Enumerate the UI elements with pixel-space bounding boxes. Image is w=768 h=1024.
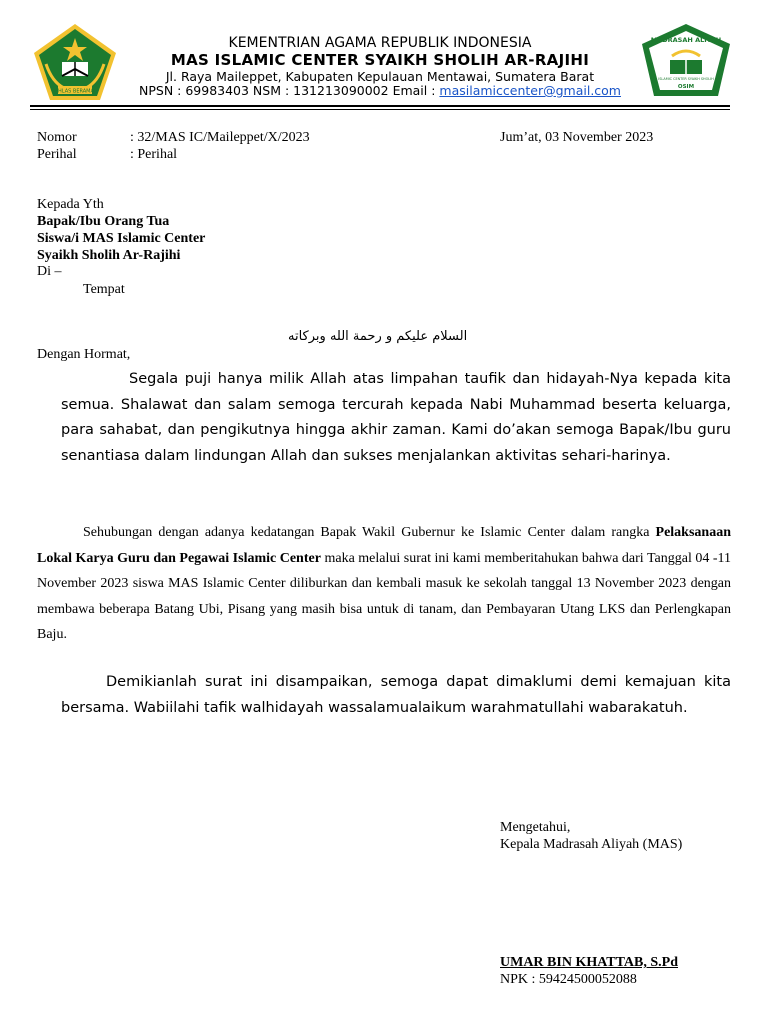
recipient-line-1: Bapak/Ibu Orang Tua [37,214,170,229]
paragraph-main-end: maka melalui surat ini kami memberitahukan bahwa dari Tanggal 04 -11 November 2023 siswa MAS Islamic Center diliburkan dan kembali masuk ke sekolah tanggal 13 November 2023 dengan membawa beberapa Batang Ubi, Pisang yang masih bisa untuk di tanam, dan Pembayaran Utang LKS dan Perlengkapan Baju. [37,550,732,642]
signature-mengetahui: Mengetahui, [500,820,571,835]
paragraph-opening: Segala puji hanya milik Allah atas limpahan taufik dan hidayah-Nya kepada kita semua. Shalawat dan salam semoga tercurah kepada Nabi Muhammad beserta keluarga, para sahabat, dan pengikutnya hingga akhir zaman. Kami do’akan semoga Bapak/Ibu guru senantiasa dalam lindungan Allah dan sukses menjalankan aktivitas sehari-harinya. [61,371,731,464]
recipient-tempat: Tempat [83,282,125,297]
arabic-salam: السلام عليكم و رحمة الله وبركاته [288,329,468,344]
paragraph-closing: Demikianlah surat ini disampaikan, semoga dapat dimaklumi demi kemajuan kita bersama. Wabiilahi tafik walhidayah wassalamualaikum warahmatullahi wabarakatuh. [61,674,731,716]
signature-npk: NPK : 59424500052088 [500,972,637,987]
ministry-name: KEMENTRIAN AGAMA REPUBLIK INDONESIA [228,35,532,51]
paragraph-main-start: Sehubungan dengan adanya kedatangan Bapak Wakil Gubernur ke Islamic Center dalam rangka [83,525,656,540]
madrasah-logo-top-text: MADRASAH ALIYAH [650,36,722,44]
nomor-value: : 32/MAS IC/Maileppet/X/2023 [130,130,310,145]
perihal-label: Perihal [37,147,77,162]
signature-title: Kepala Madrasah Aliyah (MAS) [500,837,683,852]
school-ids [120,83,640,98]
email-link[interactable]: masilamiccenter@gmail.com [439,83,621,98]
madrasah-logo-mid-text: ISLAMIC CENTER SYAIKH SHOLIH [658,77,714,81]
kemenag-logo [32,22,118,102]
ids-text: NPSN : 69983403 NSM : 131213090002 Email : [139,83,440,98]
greeting: Dengan Hormat, [37,347,131,362]
recipient-line-3: Syaikh Sholih Ar-Rajihi [37,248,181,263]
paragraph-main-event: Pelaksanaan Lokal Karya Guru dan Pegawai Islamic Center [37,525,731,566]
school-address: Jl. Raya Maileppet, Kabupaten Kepulauan Mentawai, Sumatera Barat [165,69,595,84]
letter-date: Jum’at, 03 November 2023 [500,130,654,145]
madrasah-logo [640,22,732,98]
header-divider [30,105,730,110]
nomor-label: Nomor [37,130,77,145]
recipient-kepada: Kepada Yth [37,197,104,212]
school-name: MAS ISLAMIC CENTER SYAIKH SHOLIH AR-RAJIHI [170,51,590,69]
paragraph-main [37,520,731,648]
madrasah-logo-bottom-text: OSIM [677,84,695,90]
perihal-value: : Perihal [130,147,178,162]
kemenag-logo-motto: IKHLAS BERAMAL [53,88,97,95]
signature-name: UMAR BIN KHATTAB, S.Pd [500,955,679,970]
recipient-line-2: Siswa/i MAS Islamic Center [37,231,206,246]
recipient-di: Di – [37,264,62,279]
